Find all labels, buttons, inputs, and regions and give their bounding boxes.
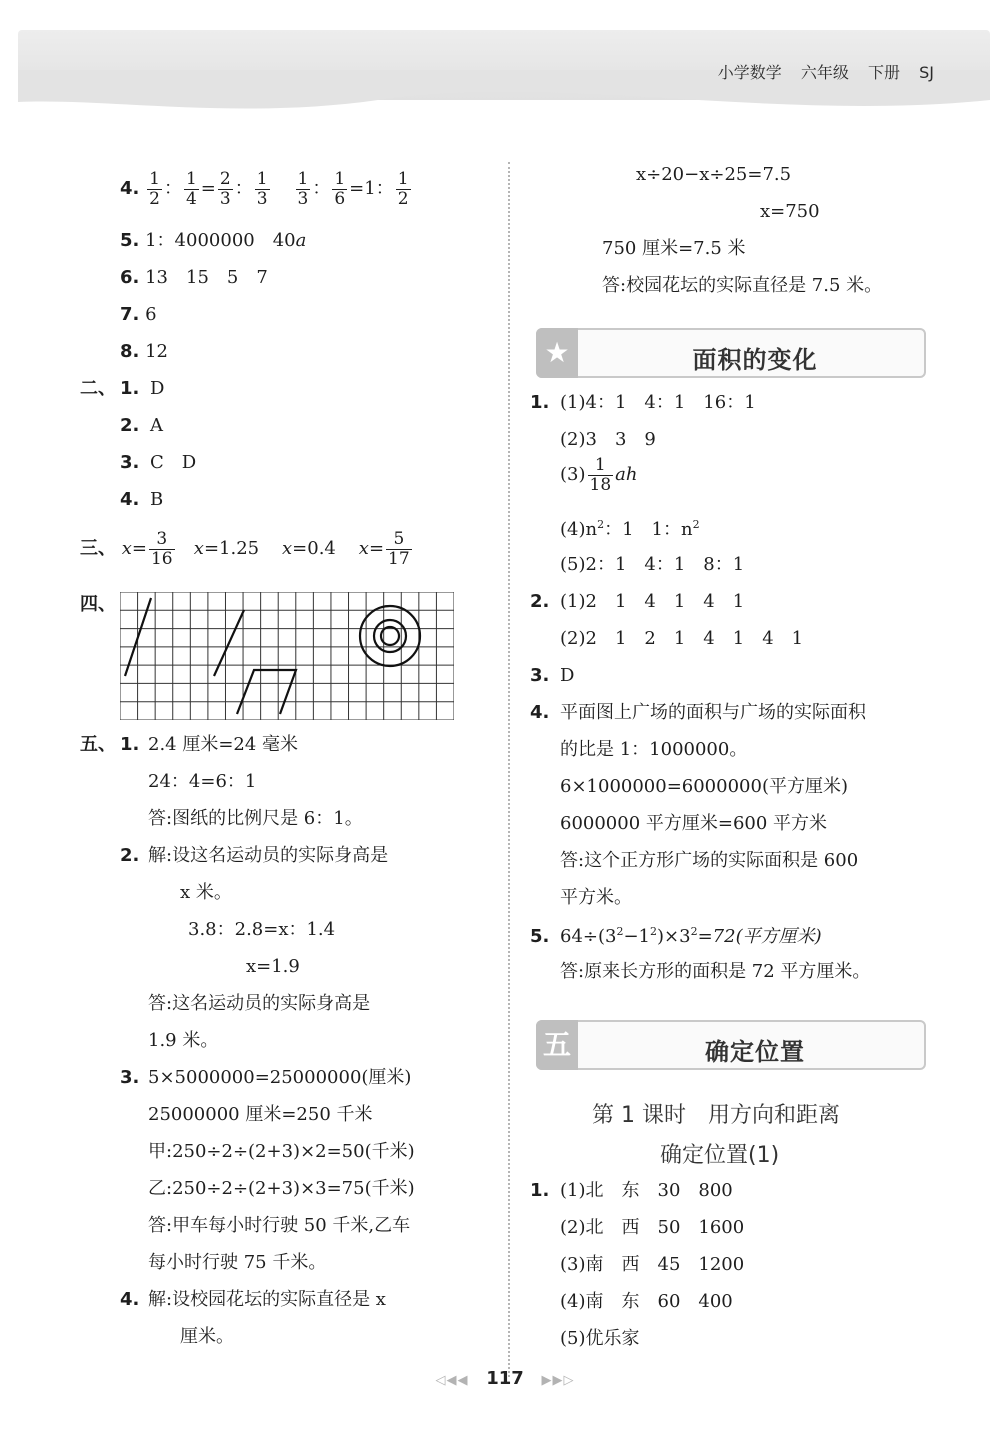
section-4-label: 四、: [80, 594, 116, 615]
answer-line: 1. (1)北 东 30 800: [530, 1180, 733, 1201]
answer-line: 25000000 厘米=250 千米: [148, 1104, 373, 1125]
answer-line: x 米。: [180, 882, 232, 903]
fraction: $\frac{1}{3}$: [297, 169, 309, 209]
list-item: 1. D: [120, 378, 165, 399]
grid-drawing-answer: [120, 592, 454, 720]
section-title: 确定位置: [705, 1038, 805, 1066]
answer-line: (2)2 1 2 1 4 1 4 1: [560, 628, 804, 649]
list-item: 4. B: [120, 489, 164, 510]
section-header-position: [536, 1020, 926, 1070]
answer-line: 3. 5×5000000=25000000(厘米): [120, 1067, 412, 1088]
answer-line: 4. 解:设校园花坛的实际直径是 x: [120, 1289, 386, 1310]
lesson-title: 第 1 课时 用方向和距离: [592, 1103, 840, 1128]
star-icon: ★: [536, 328, 578, 378]
answer-line: 答:图纸的比例尺是 6：1。: [148, 808, 363, 829]
fraction: $\frac{2}{3}$: [219, 169, 231, 209]
lesson-subtitle: 确定位置(1): [660, 1143, 780, 1168]
section-title: 面积的变化: [692, 346, 818, 374]
right-eq-3: 750 厘米=7.5 米: [602, 238, 746, 259]
left-q5: 5. 1：4000000 40a: [120, 230, 307, 251]
answer-line: 答:这名运动员的实际身高是: [148, 993, 371, 1014]
answer-line: (4)南 东 60 400: [560, 1291, 733, 1312]
list-item: 3. C D: [120, 452, 197, 473]
prev-arrows-icon: ◁◀◀: [435, 1373, 469, 1388]
answer-line: 3.8：2.8=x：1.4: [188, 919, 336, 940]
list-item: 2. A: [120, 415, 163, 436]
answer-line: 厘米。: [180, 1326, 234, 1347]
answer-line: 24：4=6：1: [148, 771, 257, 792]
fraction: $\frac{1}{4}$: [185, 169, 197, 209]
section-5-label: 五、: [80, 734, 116, 755]
answer-line: (2)3 3 9: [560, 429, 656, 450]
header-volume: 下册: [868, 63, 901, 82]
answer-line: 1.9 米。: [148, 1030, 219, 1051]
left-q6: 6. 13 15 5 7: [120, 267, 268, 288]
answer-line: (2)北 西 50 1600: [560, 1217, 745, 1238]
answer-line: 答:甲车每小时行驶 50 千米,乙车: [148, 1215, 411, 1236]
header-edition: SJ: [919, 63, 934, 82]
right-answer: 答:校园花坛的实际直径是 7.5 米。: [602, 275, 883, 296]
answer-line: 答:原来长方形的面积是 72 平方厘米。: [560, 961, 871, 982]
right-eq-2: x=750: [760, 201, 820, 222]
answer-line: 平方米。: [560, 887, 632, 908]
answer-line: $(4)n^2$：1 1：$n^2$: [560, 518, 700, 540]
answer-line: (3)南 西 45 1200: [560, 1254, 745, 1275]
left-q8: 8. 12: [120, 341, 169, 362]
next-arrows-icon: ▶▶▷: [541, 1373, 575, 1388]
answer-line: 4. 平面图上广场的面积与广场的实际面积: [530, 702, 866, 723]
fraction: $\frac{1}{2}$: [149, 169, 160, 209]
answer-line: 1. 2.4 厘米=24 毫米: [120, 734, 299, 755]
page-number: 117: [486, 1368, 524, 1389]
section-header-area-change: [536, 328, 926, 378]
answer-line: 1. (1)4：1 4：1 16：1: [530, 392, 756, 413]
answer-line: x=1.9: [246, 956, 300, 977]
answer-line: 6000000 平方厘米=600 平方米: [560, 813, 828, 834]
answer-line: 2. 解:设这名运动员的实际身高是: [120, 845, 389, 866]
answer-line: 的比是 1：1000000。: [560, 739, 748, 760]
left-q4: 4. $\frac{1}{2}$ ： $\frac{1}{4}$ = $\frac{2}{3}$ ： $\frac{1}{3}$ $\frac{1}{3}$ ： $\frac{1}{6}$ =1： $\frac{1}{2}$: [120, 169, 409, 209]
answer-line: 乙:250÷2÷(2+3)×3=75(千米): [148, 1178, 415, 1199]
page-navigation: [420, 1368, 590, 1389]
section-3: 三、 x= $\frac{3}{16}$ x=1.25 x=0.4 x= $\frac{5}{17}$: [80, 529, 410, 569]
right-eq-1: x÷20−x÷25=7.5: [636, 164, 792, 185]
fraction: $\frac{1}{3}$: [256, 169, 268, 209]
fraction: $\frac{1}{2}$: [397, 169, 409, 209]
answer-line: 5. $64\div(3^2-1^2)\times 3^2=72$(平方厘米): [530, 925, 822, 947]
answer-line: (5)优乐家: [560, 1328, 640, 1349]
header-subject: 小学数学: [717, 63, 782, 82]
answer-line: 甲:250÷2÷(2+3)×2=50(千米): [148, 1141, 415, 1162]
left-q7: 7. 6: [120, 304, 157, 325]
section-2-label: 二、: [80, 378, 116, 399]
answer-line: (3) $\frac{1}{18}$ ah: [560, 455, 638, 495]
header-grade: 六年级: [800, 63, 849, 82]
answer-line: 每小时行驶 75 千米。: [148, 1252, 327, 1273]
column-divider: [508, 162, 510, 1377]
answer-line: 2. (1)2 1 4 1 4 1: [530, 591, 745, 612]
unit-number-tag: 五: [536, 1020, 578, 1070]
answer-line: 答:这个正方形广场的实际面积是 600: [560, 850, 859, 871]
answer-line: 6×1000000=6000000(平方厘米): [560, 776, 848, 797]
answer-line: 3. D: [530, 665, 575, 686]
fraction: $\frac{1}{6}$: [334, 169, 346, 209]
answer-line: (5)2：1 4：1 8：1: [560, 554, 745, 575]
header-info: [704, 60, 934, 83]
